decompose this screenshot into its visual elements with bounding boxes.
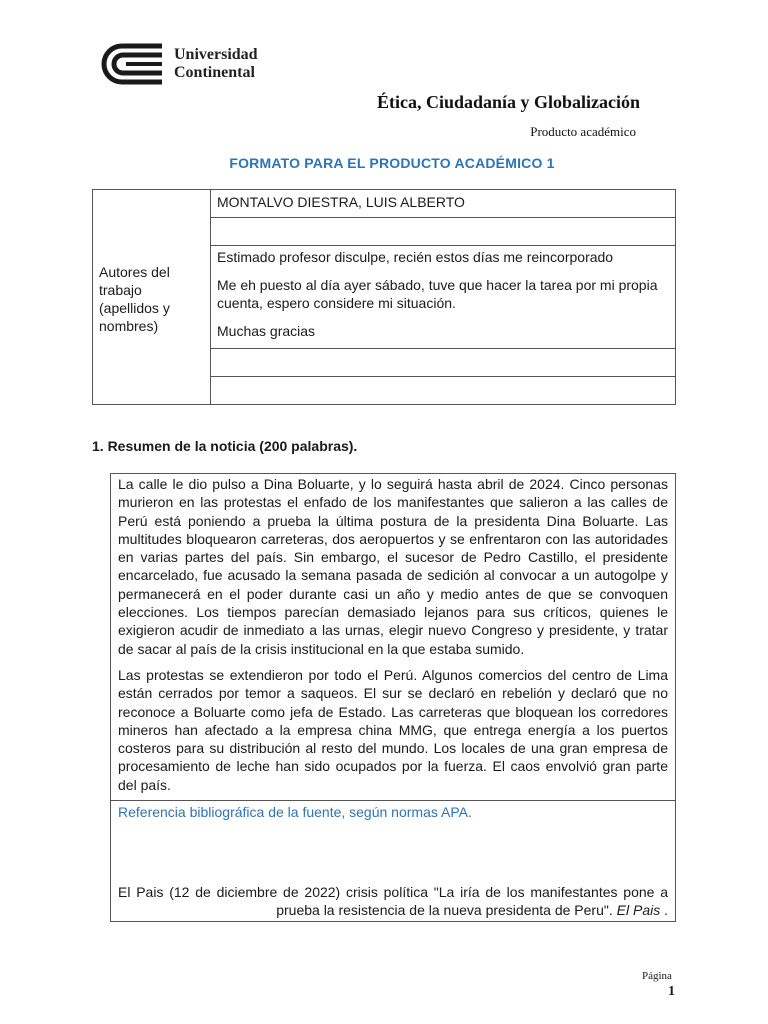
section-heading: 1. Resumen de la noticia (200 palabras).: [92, 438, 358, 454]
reference-text: El Pais (12 de diciembre de 2022) crisis política "La iría de los manifestantes pone a prueba la resistencia de la nueva presidenta de Peru".: [118, 884, 668, 919]
summary-box: [110, 473, 676, 922]
note-line-2: Me eh puesto al día ayer sábado, tuve que hacer la tarea por mi propia cuenta, espero considere mi situación.: [217, 277, 658, 311]
author-name: MONTALVO DIESTRA, LUIS ALBERTO: [217, 194, 465, 210]
empty-author-cell: [211, 218, 676, 246]
summary-paragraph-1: La calle le dio pulso a Dina Boluarte, y lo seguirá hasta abril de 2024. Cinco personas murieron en las protestas el enfado de los manifestantes que salieron a las calles de Perú está poniendo a prueba la última postura de la presidenta Dina Boluarte. Las multitudes bloquearon carreteras, dos aeropuertos y se enfrentaron con las autoridades en varias partes del país. Sin embargo, el sucesor de Pedro Castillo, el presidente encarcelado, fue acusado la semana pasada de sedición al convocar a un autogolpe y permanecerá en el poder durante casi un año y medio antes de que se convoquen elecciones. Los tiempos parecían demasiado lejanos para sus críticos, quienes le exigieron acudir de inmediato a las urnas, elegir nuevo Congreso y presidente, y tratar de sacar al país de la crisis institucional en la que estaba sumido.: [118, 476, 668, 657]
reference-box: [111, 800, 675, 921]
empty-author-cell: [211, 349, 676, 377]
note-line-1: Estimado profesor disculpe, recién estos días me reincorporado: [217, 249, 614, 265]
continental-logo-icon: [100, 42, 164, 86]
authors-table: [92, 189, 676, 405]
authors-label: Autores del trabajo (apellidos y nombres): [93, 190, 211, 405]
reference-end: .: [660, 902, 668, 919]
logo-line-1: Universidad: [174, 46, 258, 63]
author-name-cell: [211, 190, 676, 218]
university-logo: [100, 42, 258, 86]
reference-label: Referencia bibliográfica de la fuente, según normas APA.: [118, 804, 472, 821]
note-cell: [211, 246, 676, 349]
format-title: FORMATO PARA EL PRODUCTO ACADÉMICO 1: [229, 155, 555, 171]
reference-citation: [118, 883, 668, 919]
document-subtitle: Producto académico: [530, 124, 636, 139]
reference-source: El Pais: [616, 902, 661, 919]
summary-text: [111, 474, 675, 800]
note-line-3: Muchas gracias: [217, 323, 316, 339]
page-label: Página: [642, 970, 672, 982]
empty-author-cell: [211, 377, 676, 405]
course-title: Ética, Ciudadanía y Globalización: [376, 92, 640, 112]
page-number: 1: [668, 984, 675, 999]
logo-text: [174, 46, 258, 82]
summary-paragraph-2: Las protestas se extendieron por todo el Perú. Algunos comercios del centro de Lima están cerrados por temor a saqueos. El sur se declaró en rebelión y declaró que no reconoce a Boluarte como jefa de Estado. Las carreteras que bloquean los corredores mineros han afectado a la empresa china MMG, que entrega energía a los puertos costeros para su distribución al resto del mundo. Los locales de una gran empresa de procesamiento de leche han sido ocupados por la fuerza. El caos envolvió gran parte del país.: [118, 666, 668, 793]
logo-line-2: Continental: [174, 64, 255, 81]
